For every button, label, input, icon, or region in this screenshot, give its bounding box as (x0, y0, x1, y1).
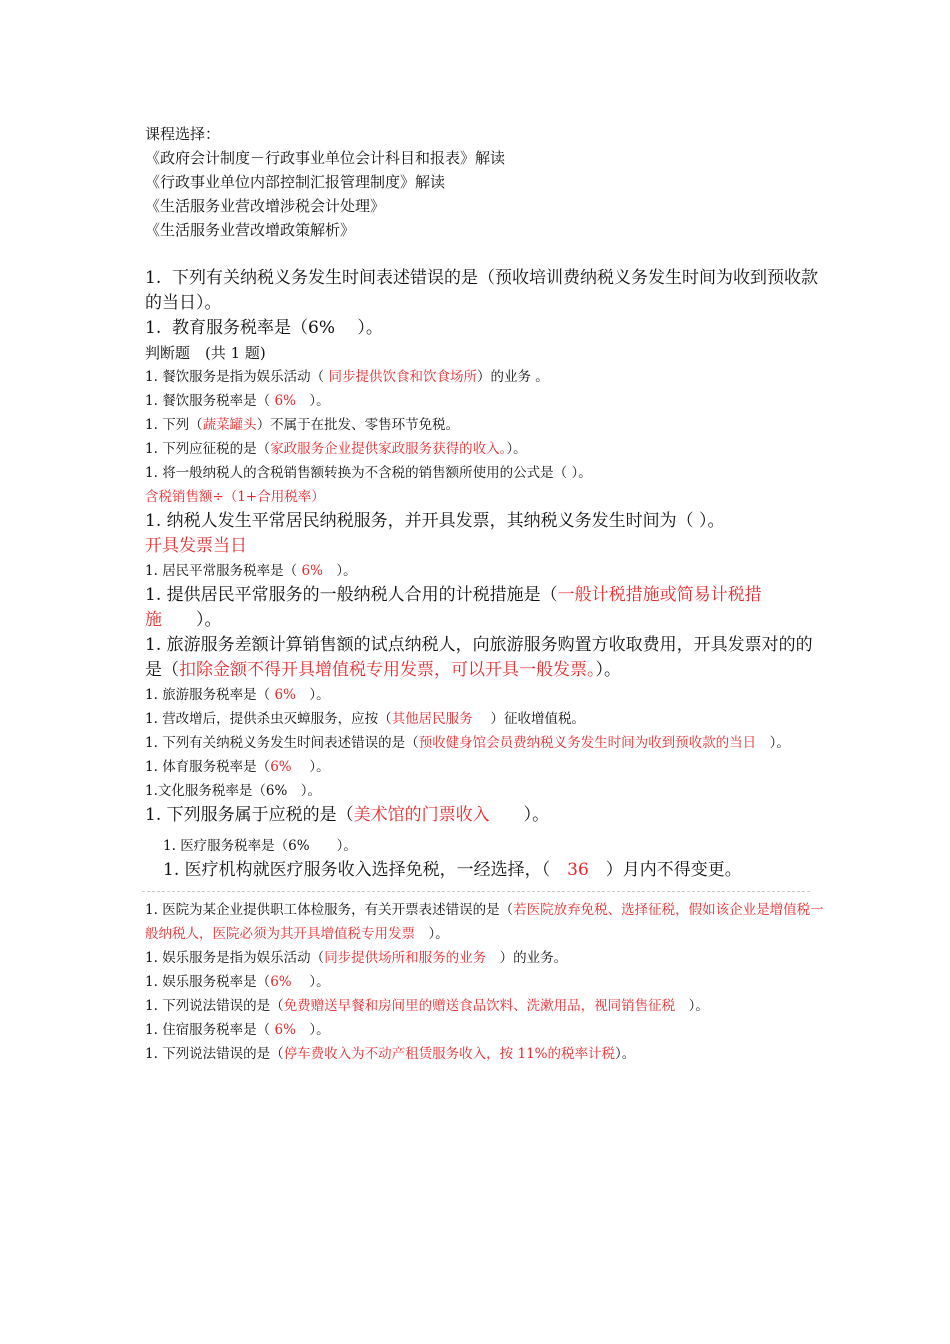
text-span: 娱乐服务是指为娱乐活动（ (162, 950, 325, 966)
text-span: ）。 (415, 926, 449, 942)
courses-heading: 课程选择： (145, 125, 221, 143)
question-item (145, 994, 825, 1018)
text-span: 营改增后，提供杀虫灭蟑服务，应按（ (162, 711, 392, 727)
answer-text: 6% (274, 393, 296, 409)
text-span: ）。 (295, 687, 330, 703)
text-span: 教育服务税率是（6% ）。 (172, 318, 383, 338)
question-item (145, 898, 825, 946)
text-span: 1. (145, 687, 158, 703)
text-span: ）。 (595, 660, 621, 680)
text-span: 医院为某企业提供职工体检服务，有关开票表述错误的是（ (162, 902, 514, 918)
text-span: 文化服务税率是（6% ）。 (157, 783, 322, 799)
answer-text: 6% (270, 759, 292, 775)
answer-text: 预收健身馆会员费纳税义务发生时间为收到预收款的当日 (418, 735, 757, 751)
text-span: 旅游服务税率是（ (162, 687, 275, 703)
text-span: 下列服务属于应税的是（ (166, 805, 354, 825)
question-item (145, 683, 825, 707)
question-item (145, 266, 825, 316)
text-span: ）。 (506, 441, 527, 457)
text-span: 住宿服务税率是（ (162, 1022, 275, 1038)
text-span: ）。 (614, 1046, 636, 1062)
course-item: 《政府会计制度－行政事业单位会计科目和报表》解读 (145, 149, 506, 167)
text-span: 1. (145, 369, 158, 385)
text-span: 纳税人发生平常居民纳税服务，并开具发票，其纳税义务发生时间为（ ）。 (166, 511, 725, 531)
answer-text: 蔬菜罐头 (202, 417, 257, 433)
text-span: ）。 (322, 563, 357, 579)
answer-text: 6% (274, 1022, 296, 1038)
spacer (145, 242, 825, 266)
text-span: 下列（ (162, 417, 203, 433)
question-item (145, 970, 825, 994)
question-item (145, 461, 825, 485)
question-item (145, 707, 825, 731)
text-span: 医疗机构就医疗服务收入选择免税，一经选择，（ (184, 860, 568, 880)
text-span: ）。 (291, 974, 330, 990)
text-span: ）的业务。 (486, 950, 568, 966)
answer-text: 一般计税措施或简易计税措施 (145, 585, 762, 630)
question-item (145, 755, 825, 779)
answer-text: 同步提供饮食和饮食场所 (328, 369, 477, 385)
text-span: ）。 (295, 1022, 330, 1038)
text-span: 1. (145, 268, 162, 288)
answer-text: 其他居民服务 (391, 711, 473, 727)
text-span: 1. (145, 805, 162, 825)
text-span: 1. (163, 860, 180, 880)
text-span: 餐饮服务是指为娱乐活动（ (162, 369, 329, 385)
text-span: ）征收增值税。 (472, 711, 585, 727)
text-span: 提供居民平常服务的一般纳税人合用的计税措施是（ (166, 585, 558, 605)
question-item (145, 858, 783, 883)
text-span: 1. (145, 393, 158, 409)
text-span: 1. (145, 563, 158, 579)
text-span: 1. (145, 1022, 158, 1038)
question-item (145, 1018, 825, 1042)
text-span: 1. (145, 711, 158, 727)
text-span: 下列有关纳税义务发生时间表述错误的是（预收培训费纳税义务发生时间为收到预收款的当日）。 (145, 268, 819, 313)
text-span: ）。 (162, 610, 222, 630)
question-item (145, 779, 825, 803)
text-span: 体育服务税率是（ (162, 759, 271, 775)
answer-text: 6% (274, 687, 296, 703)
document-page (145, 122, 825, 1066)
answer-text: 6% (301, 563, 323, 579)
text-span: 下列应征税的是（ (162, 441, 271, 457)
text-span: 1. (145, 974, 158, 990)
text-span: 1. (145, 759, 158, 775)
answer-text: 同步提供场所和服务的业务 (324, 950, 487, 966)
question-item (145, 413, 825, 437)
answer-text: 6% (270, 974, 292, 990)
text-span: 旅游服务差额计算销售额的试点纳税人，向旅游服务购置方收取费用，开具发票对的的是（ (145, 635, 813, 680)
text-span: 餐饮服务税率是（ (162, 393, 275, 409)
question-item (145, 509, 825, 534)
question-item (145, 731, 825, 755)
question-item (145, 316, 825, 341)
question-item (145, 583, 825, 633)
answer-text: 开具发票当日 (145, 536, 247, 556)
text-span: 医疗服务税率是（6% ）。 (180, 838, 357, 854)
text-span: ）不属于在批发、零售环节免税。 (256, 417, 460, 433)
text-span: ）。 (489, 805, 550, 825)
text-span: 居民平常服务税率是（ (162, 563, 302, 579)
text-span: ）。 (291, 759, 330, 775)
question-item (145, 365, 825, 389)
question-item (145, 437, 825, 461)
text-span: ）月内不得变更。 (588, 860, 742, 880)
text-span: 1. (145, 950, 158, 966)
question-item (145, 559, 825, 583)
text-span: 1. (145, 511, 162, 531)
text-span: 下列有关纳税义务发生时间表述错误的是（ (162, 735, 419, 751)
answer-text: 停车费收入为不动产租赁服务收入，按 11%的税率计税 (283, 1046, 615, 1062)
answer-text: 扣除金额不得开具增值税专用发票，可以开具一般发票。 (179, 660, 596, 680)
text-span: 下列说法错误的是（ (162, 1046, 284, 1062)
section-heading: 判断题 (共 1 题) (145, 344, 266, 362)
answer-text: 含税销售额÷（1+合用税率） (145, 489, 325, 505)
text-span: 下列说法错误的是（ (162, 998, 284, 1014)
answer-text: 36 (567, 860, 589, 880)
course-item: 《生活服务业营改增涉税会计处理》 (145, 197, 386, 215)
course-item: 《行政事业单位内部控制汇报管理制度》解读 (145, 173, 446, 191)
text-span: ）。 (295, 393, 330, 409)
course-item: 《生活服务业营改增政策解析》 (145, 221, 356, 239)
text-span: 1. (145, 441, 158, 457)
section-divider (142, 891, 810, 892)
text-span: 将一般纳税人的含税销售额转换为不含税的销售额所使用的公式是（ ）。 (162, 465, 592, 481)
text-span: ）。 (675, 998, 709, 1014)
question-item (145, 834, 825, 858)
answer-text: 若医院放弃免税、选择征税，假如该企业是增值税一般纳税人，医院必须为其开具增值税专用发票 (145, 902, 824, 942)
text-span: 1. (145, 318, 162, 338)
answer-text: 美术馆的门票收入 (353, 805, 490, 825)
text-span: 1. (145, 1046, 158, 1062)
text-span: ）的业务 。 (476, 369, 549, 385)
text-span: 1. (145, 635, 162, 655)
answer-text: 家政服务企业提供家政服务获得的收入。 (270, 441, 507, 457)
text-span: 1. (145, 902, 158, 918)
text-span: 1. (145, 465, 158, 481)
text-span: 1. (145, 585, 162, 605)
question-item (145, 946, 825, 970)
text-span: 1. (163, 838, 176, 854)
text-span: 1. (145, 417, 158, 433)
text-span: 娱乐服务税率是（ (162, 974, 271, 990)
text-span: 1. (145, 735, 158, 751)
question-item (145, 803, 825, 828)
text-span: ）。 (756, 735, 790, 751)
text-span: 1. (145, 783, 158, 799)
text-span: 1. (145, 998, 158, 1014)
answer-text: 免费赠送早餐和房间里的赠送食品饮料、洗漱用品，视同销售征税 (283, 998, 676, 1014)
question-item (145, 633, 825, 683)
question-item (145, 389, 825, 413)
question-item (145, 1042, 825, 1066)
